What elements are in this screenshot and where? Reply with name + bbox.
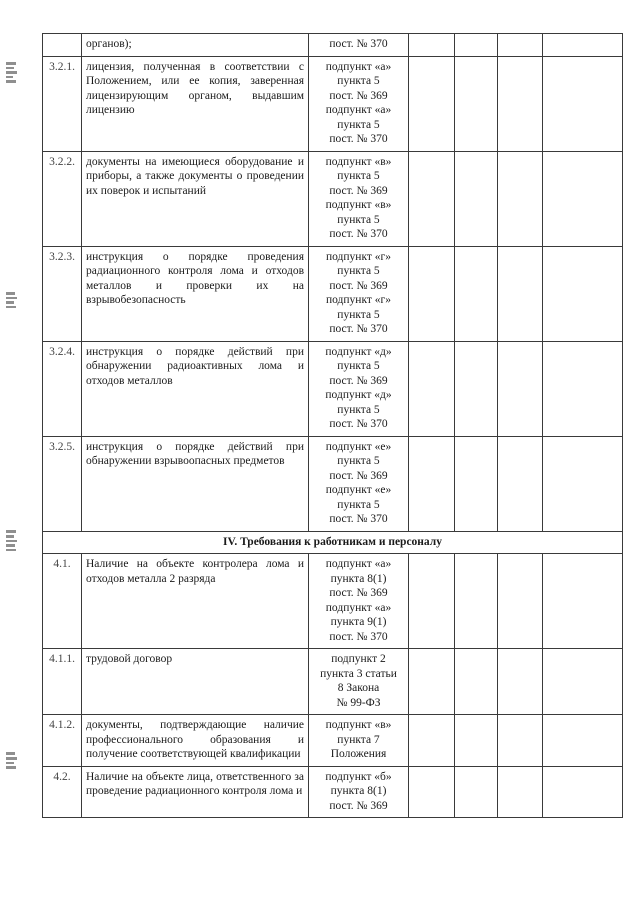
legal-reference <box>309 34 409 57</box>
item-number: 3.2.3. <box>43 246 82 341</box>
reference-line: № 99-ФЗ <box>336 696 381 709</box>
reference-line: подпункт «д» <box>325 389 392 401</box>
answer-cell <box>543 56 623 151</box>
reference-line: пункта 3 статьи <box>320 667 397 680</box>
answer-cell <box>543 246 623 341</box>
reference-line: подпункт «г» <box>325 250 392 263</box>
reference-line: подпункт «в» <box>325 155 392 168</box>
requirement-text: инструкция о порядке проведения радиационного контроля лома и отходов металлов и проверки их на взрывобезопасность <box>82 246 309 341</box>
reference-line: пункта 5 <box>337 498 380 511</box>
reference-line: подпункт «г» <box>325 294 392 306</box>
legal-reference <box>309 554 409 649</box>
legal-reference <box>309 715 409 767</box>
table-row <box>43 34 623 57</box>
reference-line: пост. № 370 <box>329 38 388 50</box>
answer-cell <box>455 246 498 341</box>
table-row <box>43 246 623 341</box>
answer-cell <box>409 341 455 436</box>
legal-reference <box>309 436 409 531</box>
answer-cell <box>455 151 498 246</box>
reference-line: пост. № 369 <box>329 469 388 482</box>
answer-cell <box>498 649 543 715</box>
answer-cell <box>543 766 623 818</box>
answer-cell <box>455 715 498 767</box>
table-row <box>43 766 623 818</box>
reference-line: пост. № 369 <box>329 799 388 812</box>
item-number: 4.1. <box>43 554 82 649</box>
item-number: 3.2.2. <box>43 151 82 246</box>
reference-line: пост. № 369 <box>329 184 388 197</box>
reference-line: подпункт «а» <box>325 601 392 614</box>
reference-line: пункта 8(1) <box>330 572 387 585</box>
reference-line: подпункт «в» <box>325 199 392 211</box>
answer-cell <box>543 341 623 436</box>
answer-cell <box>409 649 455 715</box>
answer-cell <box>498 715 543 767</box>
scan-artifact-4 <box>6 752 17 771</box>
requirement-text: лицензия, полученная в соответствии с Положением, или ее копия, заверенная лицензирующим органом, выдавшим лицензию <box>82 56 309 151</box>
answer-cell <box>498 56 543 151</box>
reference-line: пункта 9(1) <box>330 616 387 628</box>
requirements-table <box>42 33 623 818</box>
answer-cell <box>409 766 455 818</box>
answer-cell <box>409 715 455 767</box>
answer-cell <box>455 56 498 151</box>
table-row <box>43 649 623 715</box>
reference-line: пост. № 370 <box>329 418 388 430</box>
answer-cell <box>498 554 543 649</box>
table-row <box>43 56 623 151</box>
item-number: 4.2. <box>43 766 82 818</box>
table-row <box>43 715 623 767</box>
reference-line: пост. № 370 <box>329 513 388 525</box>
item-number: 4.1.2. <box>43 715 82 767</box>
reference-line: пост. № 370 <box>329 323 388 335</box>
reference-line: подпункт «б» <box>325 770 392 783</box>
reference-line: пост. № 370 <box>329 133 388 145</box>
reference-line: пункта 5 <box>337 75 380 87</box>
answer-cell <box>455 341 498 436</box>
reference-line: подпункт «а» <box>325 104 392 116</box>
legal-reference <box>309 766 409 818</box>
answer-cell <box>498 341 543 436</box>
reference-line: подпункт «е» <box>325 484 392 496</box>
answer-cell <box>498 34 543 57</box>
reference-line: пост. № 369 <box>329 587 388 599</box>
requirement-text: документы, подтверждающие наличие профессионального образования и получение соответствующей квалификации <box>82 715 309 767</box>
section-header-row <box>43 531 623 554</box>
reference-line: подпункт «в» <box>325 719 392 731</box>
answer-cell <box>409 34 455 57</box>
answer-cell <box>455 34 498 57</box>
answer-cell <box>409 56 455 151</box>
requirement-text: документы на имеющиеся оборудование и приборы, а также документы о проведении их поверок и испытаний <box>82 151 309 246</box>
reference-line: пункта 8(1) <box>330 785 387 797</box>
reference-line: пост. № 370 <box>329 630 388 643</box>
answer-cell <box>409 246 455 341</box>
reference-line: пункта 5 <box>337 170 380 182</box>
reference-line: пост. № 370 <box>329 228 388 240</box>
item-number: 3.2.1. <box>43 56 82 151</box>
answer-cell <box>498 246 543 341</box>
reference-line: пункта 5 <box>337 403 380 416</box>
reference-line: пункта 7 <box>337 733 380 746</box>
requirement-text: Наличие на объекте контролера лома и отходов металла 2 разряда <box>82 554 309 649</box>
requirement-text: инструкция о порядке действий при обнаружении радиоактивных лома и отходов металлов <box>82 341 309 436</box>
legal-reference <box>309 246 409 341</box>
reference-line: подпункт «е» <box>325 440 392 453</box>
answer-cell <box>455 766 498 818</box>
answer-cell <box>498 436 543 531</box>
answer-cell <box>455 436 498 531</box>
reference-line: пост. № 369 <box>329 279 388 292</box>
answer-cell <box>543 554 623 649</box>
table-row <box>43 151 623 246</box>
legal-reference <box>309 56 409 151</box>
table-row <box>43 554 623 649</box>
answer-cell <box>409 554 455 649</box>
item-number: 3.2.4. <box>43 341 82 436</box>
answer-cell <box>543 436 623 531</box>
requirement-text: органов); <box>82 34 309 57</box>
answer-cell <box>543 151 623 246</box>
reference-line: подпункт «д» <box>325 345 392 358</box>
reference-line: подпункт 2 <box>331 653 386 665</box>
reference-line: пост. № 369 <box>329 374 388 387</box>
reference-line: подпункт «а» <box>325 558 392 570</box>
requirement-text: трудовой договор <box>82 649 309 715</box>
requirement-text: инструкция о порядке действий при обнаружении взрывоопасных предметов <box>82 436 309 531</box>
answer-cell <box>455 554 498 649</box>
reference-line: подпункт «а» <box>325 60 392 73</box>
requirement-text: Наличие на объекте лица, ответственного за проведение радиационного контроля лома и <box>82 766 309 818</box>
reference-line: пункта 5 <box>337 118 380 131</box>
reference-line: 8 Закона <box>337 682 380 694</box>
scan-artifact-1 <box>6 62 17 85</box>
answer-cell <box>409 151 455 246</box>
reference-line: Положения <box>330 748 387 760</box>
reference-line: пункта 5 <box>337 265 380 277</box>
scan-artifact-2 <box>6 292 17 310</box>
item-number: 3.2.5. <box>43 436 82 531</box>
reference-line: пункта 5 <box>337 213 380 226</box>
reference-line: пункта 5 <box>337 455 380 467</box>
scan-artifact-3 <box>6 530 17 553</box>
legal-reference <box>309 151 409 246</box>
legal-reference <box>309 649 409 715</box>
table-row <box>43 341 623 436</box>
table-row <box>43 436 623 531</box>
answer-cell <box>543 715 623 767</box>
answer-cell <box>543 34 623 57</box>
section-title: IV. Требования к работникам и персоналу <box>43 531 623 554</box>
answer-cell <box>409 436 455 531</box>
reference-line: пункта 5 <box>337 360 380 372</box>
reference-line: пункта 5 <box>337 308 380 321</box>
answer-cell <box>455 649 498 715</box>
legal-reference <box>309 341 409 436</box>
answer-cell <box>543 649 623 715</box>
item-number: 4.1.1. <box>43 649 82 715</box>
reference-line: пост. № 369 <box>329 89 388 102</box>
answer-cell <box>498 151 543 246</box>
item-number <box>43 34 82 57</box>
answer-cell <box>498 766 543 818</box>
